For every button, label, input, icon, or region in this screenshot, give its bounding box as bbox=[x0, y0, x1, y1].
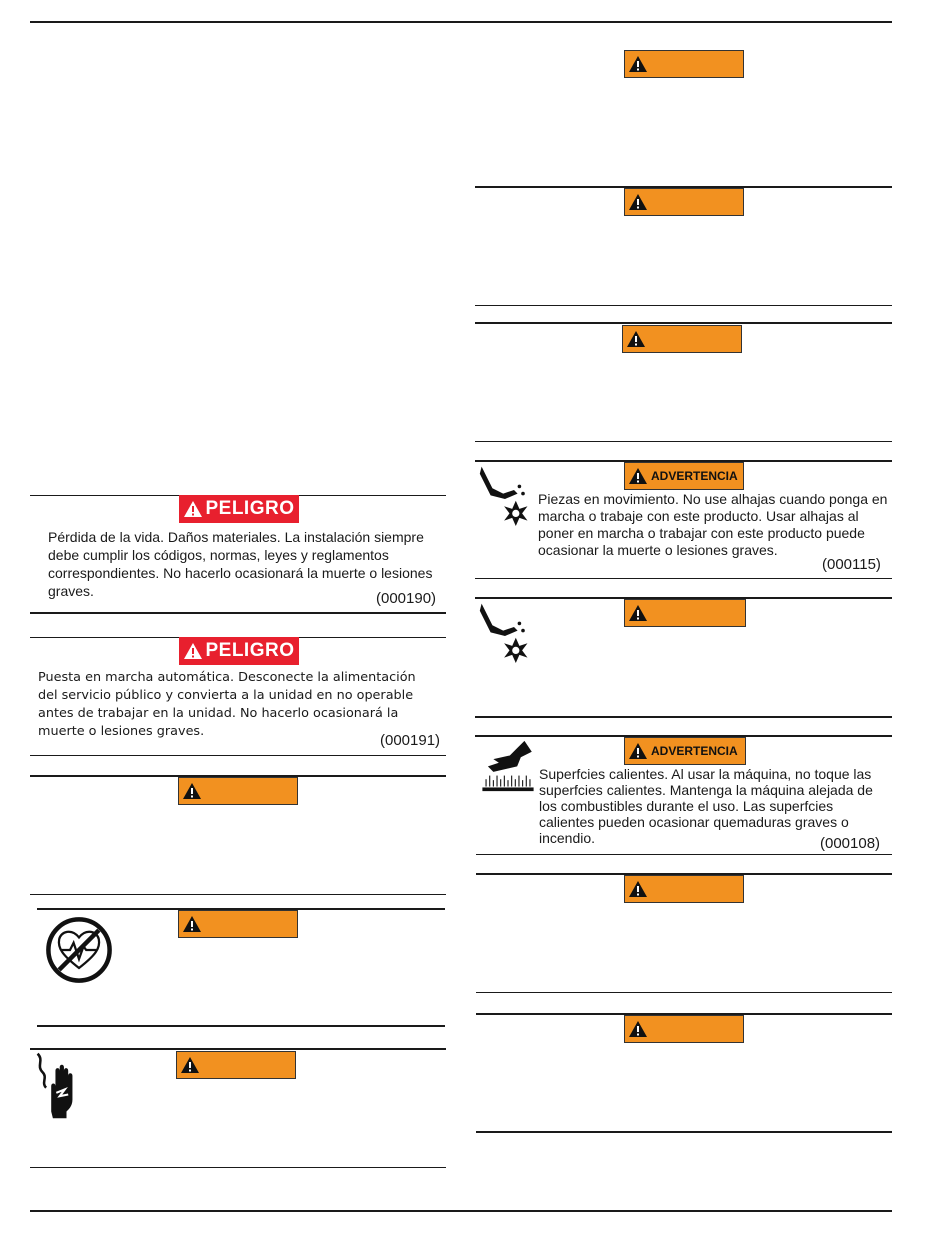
reference-code: (000108) bbox=[820, 835, 881, 852]
warning-signal-panel bbox=[624, 875, 744, 903]
section-rule bbox=[30, 894, 446, 895]
warning-triangle-icon bbox=[628, 741, 648, 761]
page-top-rule bbox=[30, 21, 892, 23]
warning-triangle-icon bbox=[628, 466, 648, 486]
warning-triangle-icon bbox=[180, 1055, 200, 1075]
warning-signal-panel bbox=[624, 599, 746, 627]
section-rule bbox=[475, 578, 892, 579]
section-rule bbox=[476, 854, 892, 855]
reference-code: (000190) bbox=[376, 590, 437, 607]
warning-signal-panel bbox=[624, 737, 746, 765]
section-rule bbox=[475, 305, 892, 306]
section-rule bbox=[30, 612, 446, 614]
warning-triangle-icon bbox=[628, 54, 648, 74]
signal-word: PELIGRO bbox=[205, 498, 295, 519]
warning-signal-panel bbox=[178, 910, 298, 938]
signal-word: PELIGRO bbox=[205, 640, 295, 661]
warning-triangle-icon bbox=[182, 914, 202, 934]
warning-triangle-icon bbox=[628, 192, 648, 212]
warning-signal-panel bbox=[178, 777, 298, 805]
section-rule bbox=[475, 716, 892, 718]
section-rule bbox=[476, 992, 892, 993]
warning-signal-panel bbox=[176, 1051, 296, 1079]
hot-surface-hand-icon bbox=[479, 739, 537, 803]
danger-message: Pérdida de la vida. Daños materiales. La instalación siempre debe cumplir los códigos, normas, leyes y reglamentos correspondientes. No hacerlo ocasionará la muerte o lesiones graves. bbox=[48, 529, 433, 599]
reference-code: (000115) bbox=[822, 556, 881, 573]
warning-triangle-icon bbox=[182, 781, 202, 801]
reference-code: (000191) bbox=[380, 732, 441, 749]
section-rule bbox=[30, 1167, 446, 1168]
warning-triangle-icon bbox=[183, 641, 203, 661]
section-rule bbox=[37, 1025, 445, 1027]
warning-triangle-icon bbox=[628, 603, 648, 623]
section-rule bbox=[475, 322, 892, 324]
warning-triangle-icon bbox=[626, 329, 646, 349]
warning-signal-panel bbox=[624, 188, 744, 216]
moving-parts-hand-icon bbox=[476, 600, 534, 672]
warning-triangle-icon bbox=[628, 879, 648, 899]
warning-signal-panel bbox=[622, 325, 742, 353]
warning-message: Piezas en movimiento. No use alhajas cuando ponga en marcha o trabaje con este producto. Usar alhajas al poner en marcha o trabajar con este producto puede ocasionar la muerte o lesiones graves. bbox=[538, 491, 888, 558]
section-rule bbox=[30, 1048, 446, 1050]
page-bottom-rule bbox=[30, 1210, 892, 1212]
no-pacemaker-icon bbox=[41, 914, 117, 986]
signal-word: ADVERTENCIA bbox=[651, 469, 738, 483]
danger-signal-panel bbox=[179, 495, 299, 523]
warning-signal-panel bbox=[624, 462, 744, 490]
section-rule bbox=[30, 755, 446, 756]
signal-word: ADVERTENCIA bbox=[651, 744, 738, 758]
warning-signal-panel bbox=[624, 1015, 744, 1043]
moving-parts-hand-icon bbox=[476, 463, 534, 535]
section-rule bbox=[476, 1131, 892, 1133]
warning-message: Superfcies calientes. Al usar la máquina, no toque las superfcies calientes. Mantenga la máquina alejada de los combustibles durante el uso. Las superfcies calientes pueden ocasionar quemaduras graves o incendio. bbox=[539, 766, 873, 846]
section-rule bbox=[475, 441, 892, 442]
electric-shock-hand-icon bbox=[30, 1052, 86, 1120]
warning-signal-panel bbox=[624, 50, 744, 78]
warning-triangle-icon bbox=[183, 499, 203, 519]
danger-message: Puesta en marcha automática. Desconecte la alimentación del servicio público y convierta a la unidad en no operable antes de trabajar en la unidad. No hacerlo ocasionará la muerte o lesiones graves. bbox=[38, 670, 416, 739]
danger-signal-panel bbox=[179, 637, 299, 665]
warning-triangle-icon bbox=[628, 1019, 648, 1039]
